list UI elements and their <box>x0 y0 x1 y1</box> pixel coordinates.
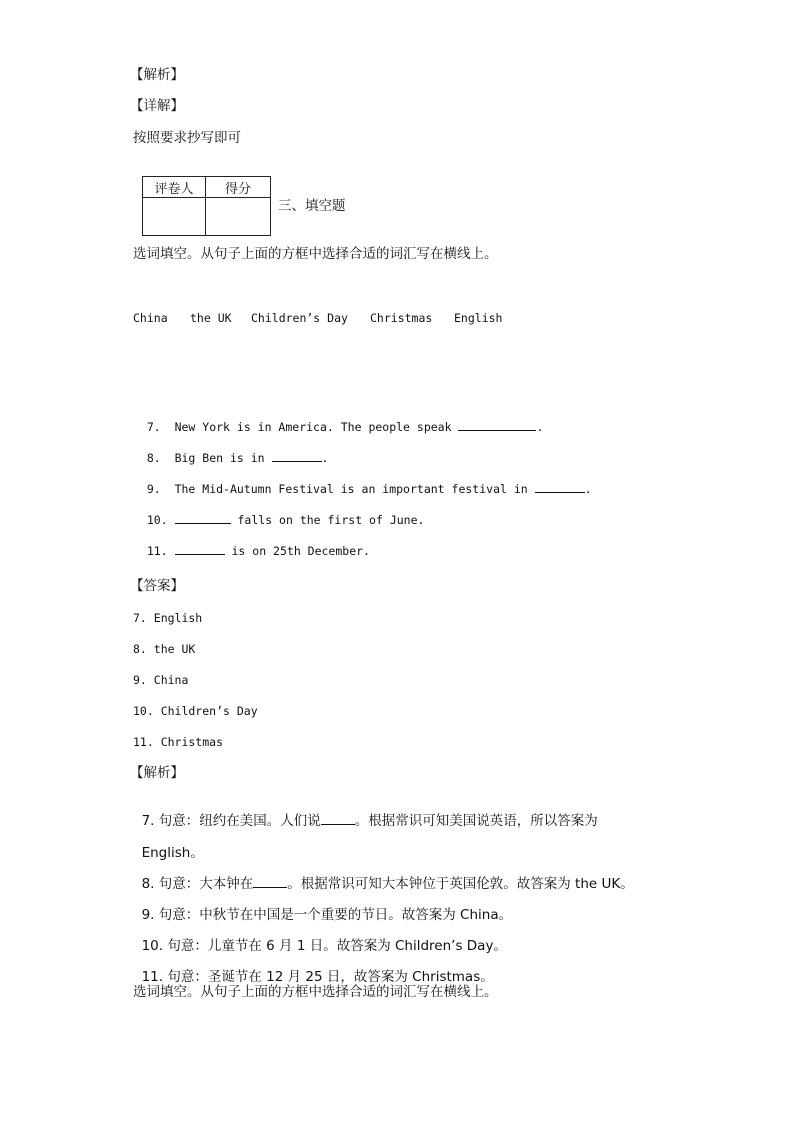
explanation-item <box>133 859 634 893</box>
grader-header: 评卷人 <box>143 177 206 198</box>
question-number: 11. <box>146 544 168 558</box>
question-text: . <box>584 482 592 496</box>
answer-item: 8. the UK <box>133 642 196 656</box>
answer-blank <box>175 554 225 555</box>
explanation-blank <box>321 824 355 825</box>
answer-item: 10. Children’s Day <box>133 704 258 718</box>
question-item <box>133 433 328 467</box>
question-text: . <box>321 451 329 465</box>
question-number: 7. <box>146 420 161 434</box>
detail-header: 【详解】 <box>130 98 184 114</box>
instruction: 选词填空。从句子上面的方框中选择合适的词汇写在横线上。 <box>133 246 498 262</box>
answer-item: 11. Christmas <box>133 735 224 749</box>
word-bank-item: Children’s Day <box>251 311 348 325</box>
question-number: 9. <box>146 482 161 496</box>
question-text: . <box>536 420 544 434</box>
explanation-text: 10. 句意：儿童节在 6 月 1 日。故答案为 Children’s Day。 <box>141 938 507 954</box>
question-item <box>133 495 424 529</box>
word-bank-item: the UK <box>190 311 232 325</box>
question-text: falls on the first of June. <box>230 513 425 527</box>
score-header: 得分 <box>206 177 271 198</box>
analysis-header: 【解析】 <box>130 67 184 83</box>
explanation-text: 7. 句意：纽约在美国。人们说 <box>141 813 321 829</box>
question-text: New York is in America. The people speak <box>174 420 459 434</box>
explanation-text: 9. 句意：中秋节在中国是一个重要的节日。故答案为 China。 <box>141 907 513 923</box>
explanation-item <box>133 828 204 862</box>
question-text: Big Ben is in <box>174 451 272 465</box>
explanation-item <box>133 890 512 924</box>
explanation-text: 。根据常识可知美国说英语，所以答案为 <box>354 813 598 829</box>
word-bank-item: English <box>454 311 503 325</box>
explanation-item <box>133 796 598 830</box>
explanation-blank <box>253 887 287 888</box>
explanation-text: 11. 句意：圣诞节在 12 月 25 日，故答案为 Christmas。 <box>141 969 494 985</box>
detail-text: 按照要求抄写即可 <box>133 130 241 146</box>
explanation-text: 8. 句意：大本钟在 <box>141 876 254 892</box>
explanation-item <box>133 952 494 986</box>
section-title: 三、填空题 <box>278 198 346 214</box>
explanation-item <box>133 921 507 955</box>
footer-instruction: 选词填空。从句子上面的方框中选择合适的词汇写在横线上。 <box>133 984 498 1000</box>
answer-item: 9. China <box>133 673 189 687</box>
answer-blank <box>535 492 585 493</box>
question-text: The Mid-Autumn Festival is an important festival in <box>174 482 535 496</box>
question-item <box>133 526 370 560</box>
question-number: 8. <box>146 451 161 465</box>
explanation-text: English。 <box>141 845 204 861</box>
explanation-text: 。根据常识可知大本钟位于英国伦敦。故答案为 the UK。 <box>287 876 634 892</box>
question-text: is on 25th December. <box>224 544 370 558</box>
answer-blank <box>272 461 322 462</box>
question-item <box>133 402 543 436</box>
analysis2-header: 【解析】 <box>130 765 184 781</box>
question-number: 10. <box>146 513 168 527</box>
question-item <box>133 464 592 498</box>
answer-item: 7. English <box>133 611 203 625</box>
answers-header: 【答案】 <box>130 578 184 594</box>
word-bank-item: China <box>133 311 168 325</box>
score-table <box>142 176 271 236</box>
score-cell <box>206 198 271 236</box>
grader-cell <box>143 198 206 236</box>
answer-blank <box>175 523 231 524</box>
answer-blank <box>458 430 536 431</box>
word-bank-item: Christmas <box>370 311 433 325</box>
